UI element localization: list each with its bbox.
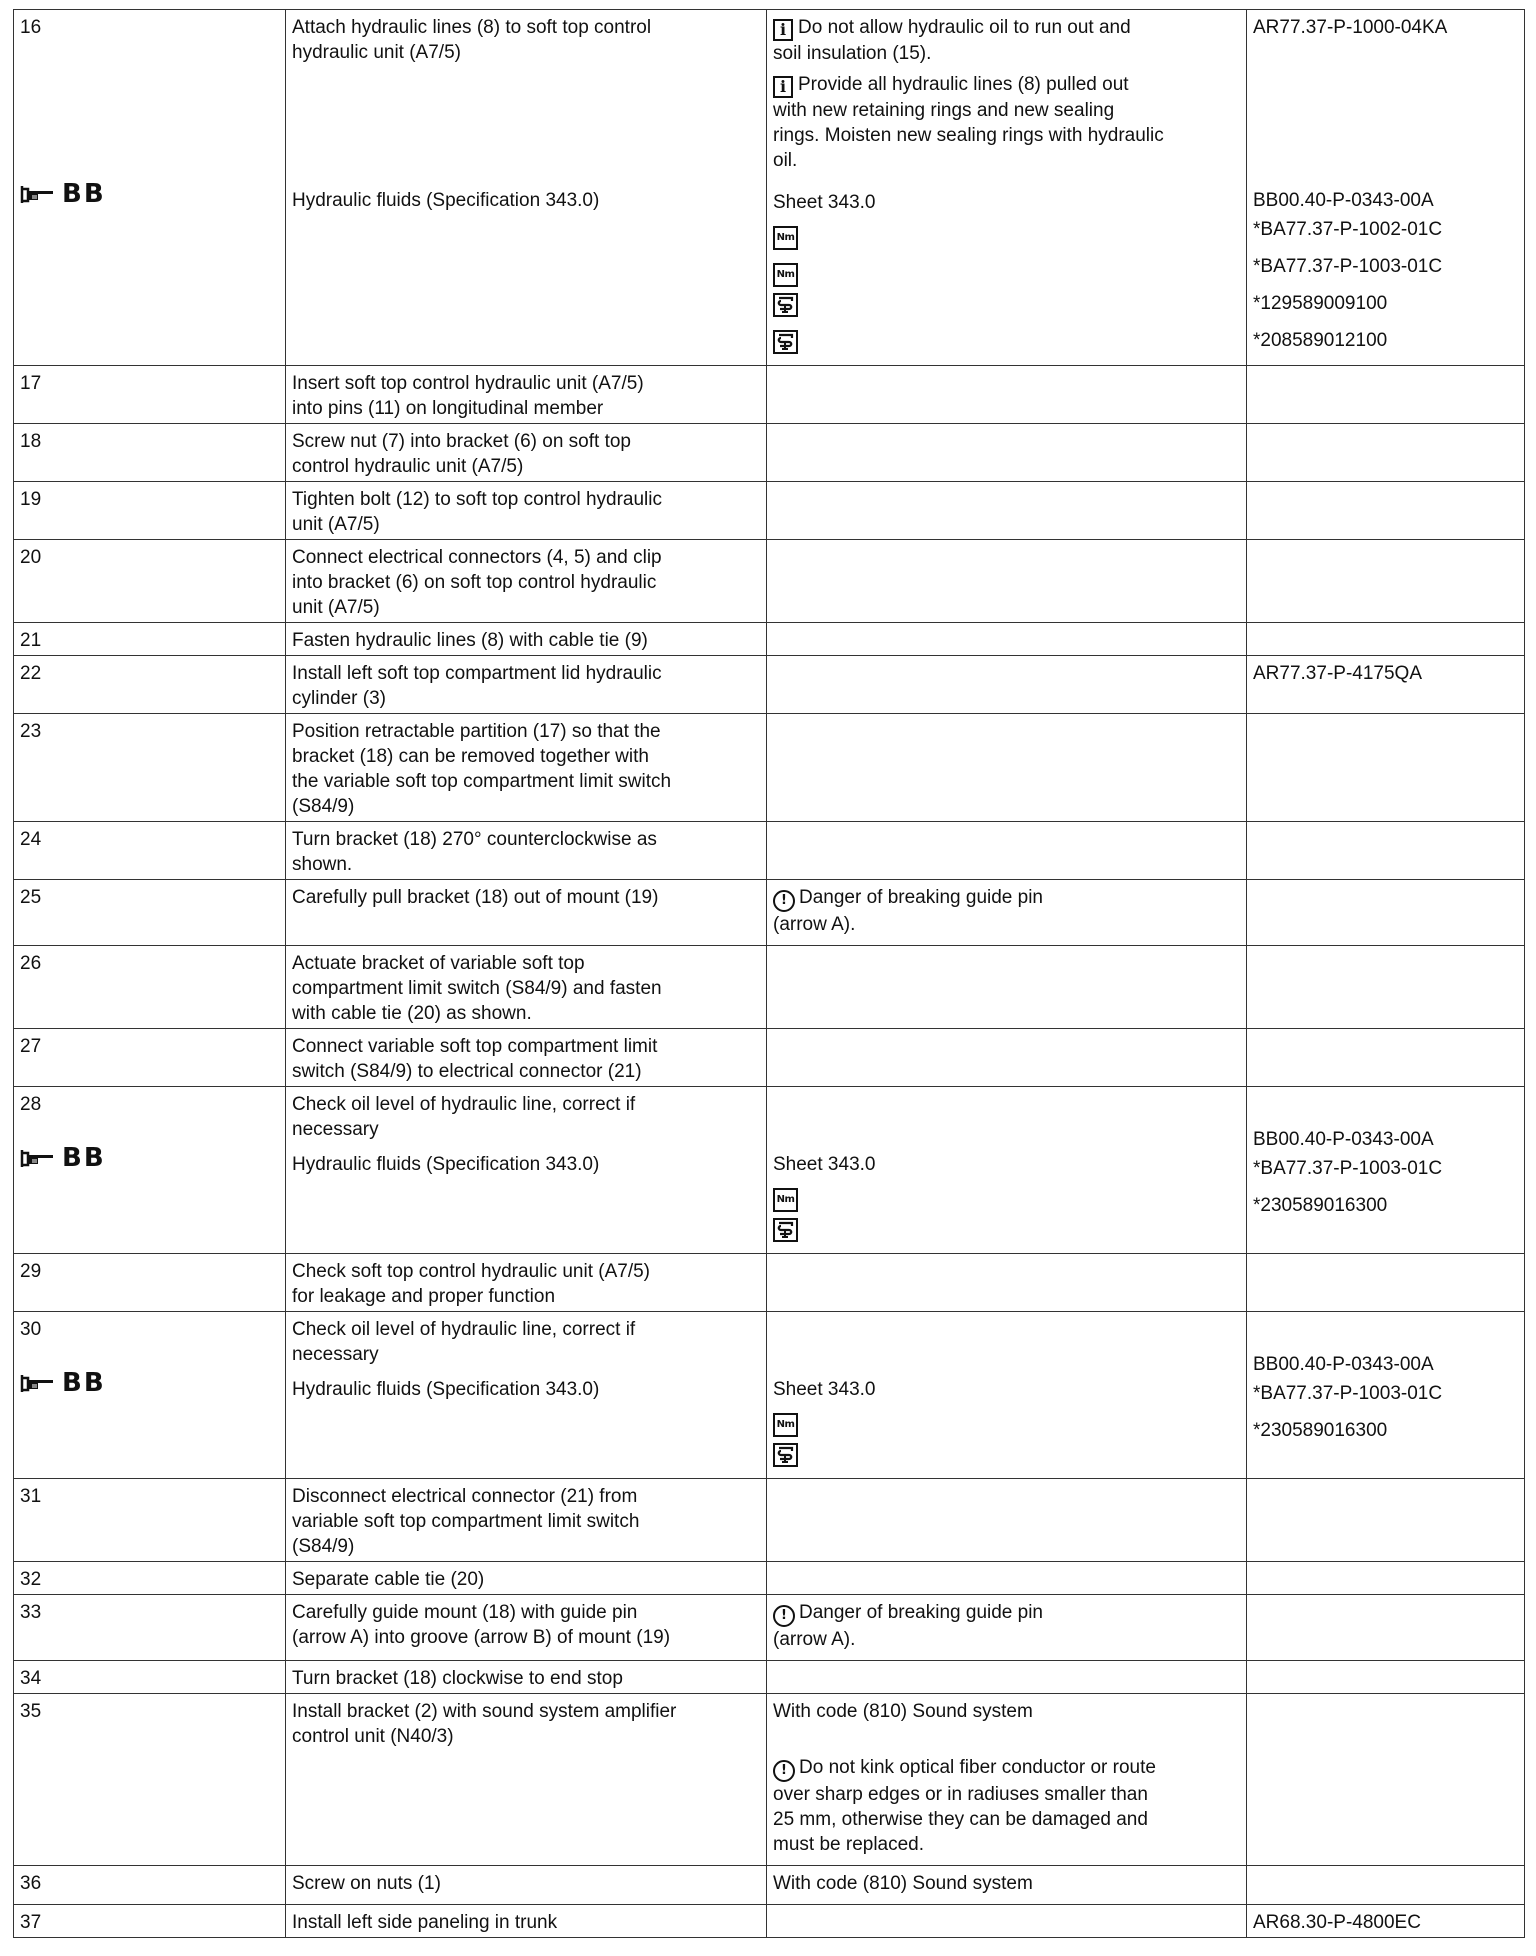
action-text: Check soft top control hydraulic unit (A7/5)	[292, 1260, 651, 1282]
action-text: cylinder (3)	[292, 687, 386, 709]
step-cell	[14, 1594, 286, 1660]
action-text: Carefully guide mount (18) with guide pin	[292, 1601, 638, 1623]
action-cell	[286, 1478, 767, 1561]
action-text: for leakage and proper function	[292, 1285, 556, 1307]
procedure-row	[14, 622, 1525, 655]
action-text: Attach hydraulic lines (8) to soft top control	[292, 17, 652, 38]
note-paragraph	[773, 1600, 1240, 1652]
action-text: Insert soft top control hydraulic unit (A7/5)	[292, 372, 644, 394]
procedure-row	[14, 1660, 1525, 1693]
reference-cell	[1247, 945, 1525, 1028]
procedure-row	[14, 1693, 1525, 1865]
note-text-line	[773, 1807, 1240, 1832]
bb-item-reference-code: *129589009100	[1253, 292, 1388, 314]
info-icon: i	[773, 76, 793, 98]
step-number: 33	[20, 1601, 42, 1623]
spacer	[1253, 1092, 1518, 1127]
reference-cell	[1247, 539, 1525, 622]
action-text: (S84/9)	[292, 1535, 355, 1557]
note-text-line	[773, 1782, 1240, 1807]
spacer	[773, 179, 1240, 190]
info-icon: i	[773, 19, 793, 41]
spacer	[20, 1342, 279, 1367]
action-text: Check oil level of hydraulic line, correct if	[292, 1318, 636, 1340]
step-number: 32	[20, 1568, 42, 1590]
sheet-reference-code: BB00.40-P-0343-00A	[1253, 1353, 1434, 1375]
notes-cell	[767, 879, 1247, 945]
note-paragraph	[773, 1699, 1240, 1724]
note-text-line	[773, 912, 1240, 937]
pointing-hand-icon	[20, 183, 56, 205]
note-text: must be replaced.	[773, 1833, 925, 1855]
step-number: 22	[20, 662, 42, 684]
bb-item-icon-line	[773, 1402, 1240, 1439]
wrench-glyph	[776, 1446, 795, 1464]
note-text-line	[773, 1600, 1240, 1627]
step-cell	[14, 879, 286, 945]
step-cell	[14, 1865, 286, 1904]
action-text: Disconnect electrical connector (21) from	[292, 1485, 638, 1507]
step-cell	[14, 1693, 286, 1865]
action-text: Turn bracket (18) clockwise to end stop	[292, 1667, 623, 1689]
notes-cell	[767, 1660, 1247, 1693]
action-text: shown.	[292, 853, 353, 875]
reference-code: AR68.30-P-4800EC	[1253, 1911, 1421, 1933]
spacer	[773, 1092, 1240, 1152]
note-text: Do not allow hydraulic oil to run out and	[798, 17, 1131, 38]
action-cell	[286, 365, 767, 423]
bb-item-icon-line	[773, 252, 1240, 289]
bb-action-text: Hydraulic fluids (Specification 343.0)	[292, 189, 600, 211]
step-number: 37	[20, 1911, 42, 1933]
note-text: With code (810) Sound system	[773, 1872, 1033, 1894]
notes-cell	[767, 1086, 1247, 1253]
special-tool-icon	[773, 330, 798, 354]
procedure-row	[14, 1561, 1525, 1594]
pointing-hand-icon	[20, 1147, 56, 1169]
bb-item-reference-code: *208589012100	[1253, 329, 1388, 351]
action-cell	[286, 1561, 767, 1594]
notes-cell	[767, 481, 1247, 539]
action-cell	[286, 622, 767, 655]
action-text: Fasten hydraulic lines (8) with cable tie (9)	[292, 629, 648, 651]
action-text: necessary	[292, 1118, 379, 1140]
action-text: (S84/9)	[292, 795, 355, 817]
step-cell	[14, 1478, 286, 1561]
action-text: necessary	[292, 1343, 379, 1365]
spacer	[773, 1730, 1240, 1755]
procedure-row	[14, 1478, 1525, 1561]
sheet-label: Sheet 343.0	[773, 1153, 876, 1175]
procedure-table-body	[14, 10, 1525, 1938]
spacer	[292, 1367, 760, 1377]
bb-item-reference-code: *230589016300	[1253, 1419, 1388, 1441]
notes-cell	[767, 10, 1247, 366]
note-text-line	[773, 1627, 1240, 1652]
reference-cell	[1247, 1865, 1525, 1904]
note-paragraph	[773, 15, 1240, 66]
notes-cell	[767, 713, 1247, 821]
action-text: variable soft top compartment limit switch	[292, 1510, 640, 1532]
bb-item-icon-line	[773, 215, 1240, 252]
action-text: Separate cable tie (20)	[292, 1568, 485, 1590]
notes-cell	[767, 1904, 1247, 1937]
step-cell	[14, 655, 286, 713]
bb-label: BB	[62, 178, 106, 209]
note-text-line	[773, 148, 1240, 173]
note-text: (arrow A).	[773, 1628, 856, 1650]
notes-cell	[767, 655, 1247, 713]
step-cell	[14, 1311, 286, 1478]
action-cell	[286, 655, 767, 713]
wrench-glyph	[776, 333, 795, 351]
note-paragraph	[773, 72, 1240, 173]
spacer	[773, 1317, 1240, 1377]
action-cell	[286, 1904, 767, 1937]
reference-cell	[1247, 365, 1525, 423]
step-number: 23	[20, 720, 42, 742]
reference-cell	[1247, 481, 1525, 539]
bb-item-reference-code: *BA77.37-P-1002-01C	[1253, 218, 1443, 240]
step-number: 26	[20, 952, 42, 974]
note-paragraph	[773, 885, 1240, 937]
reference-cell	[1247, 821, 1525, 879]
action-cell	[286, 1028, 767, 1086]
action-text: control unit (N40/3)	[292, 1725, 454, 1747]
action-text: Check oil level of hydraulic line, correct if	[292, 1093, 636, 1115]
procedure-row	[14, 1253, 1525, 1311]
procedure-row	[14, 1904, 1525, 1937]
reference-cell	[1247, 10, 1525, 366]
action-text: bracket (18) can be removed together with	[292, 745, 649, 767]
step-cell	[14, 1086, 286, 1253]
action-text: with cable tie (20) as shown.	[292, 1002, 532, 1024]
bb-item-reference-code: *BA77.37-P-1003-01C	[1253, 255, 1443, 277]
action-cell	[286, 879, 767, 945]
note-text: with new retaining rings and new sealing	[773, 100, 1115, 121]
step-cell	[14, 821, 286, 879]
torque-nm-icon: Nm	[773, 226, 798, 250]
step-cell	[14, 1904, 286, 1937]
step-number: 29	[20, 1260, 42, 1282]
note-text: (arrow A).	[773, 913, 856, 935]
procedure-row	[14, 1311, 1525, 1478]
note-text-line	[773, 1699, 1240, 1724]
note-text: oil.	[773, 150, 798, 171]
note-text: Danger of breaking guide pin	[799, 886, 1044, 908]
note-text: Danger of breaking guide pin	[799, 1601, 1044, 1623]
action-cell	[286, 945, 767, 1028]
step-number: 18	[20, 430, 42, 452]
action-text: compartment limit switch (S84/9) and fasten	[292, 977, 662, 999]
note-text: 25 mm, otherwise they can be damaged and	[773, 1808, 1148, 1830]
procedure-row	[14, 1594, 1525, 1660]
spacer	[292, 1142, 760, 1152]
reference-cell	[1247, 1028, 1525, 1086]
procedure-row	[14, 1865, 1525, 1904]
step-cell	[14, 1028, 286, 1086]
note-text: soil insulation (15).	[773, 43, 932, 64]
step-cell	[14, 622, 286, 655]
note-text-line	[773, 1755, 1240, 1782]
step-cell	[14, 713, 286, 821]
reference-cell	[1247, 879, 1525, 945]
sheet-reference-code: BB00.40-P-0343-00A	[1253, 1128, 1434, 1150]
torque-nm-icon: Nm	[773, 263, 798, 287]
procedure-row	[14, 1028, 1525, 1086]
reference-cell	[1247, 423, 1525, 481]
bb-action-text: Hydraulic fluids (Specification 343.0)	[292, 1153, 600, 1175]
action-cell	[286, 1660, 767, 1693]
action-cell	[286, 1086, 767, 1253]
reference-cell	[1247, 622, 1525, 655]
sheet-label: Sheet 343.0	[773, 1378, 876, 1400]
note-text-line	[773, 15, 1240, 41]
step-number: 19	[20, 488, 42, 510]
note-text-line	[773, 1832, 1240, 1857]
sheet-label: Sheet 343.0	[773, 191, 876, 213]
special-tool-icon	[773, 1443, 798, 1467]
note-text-line	[773, 885, 1240, 912]
spacer	[1253, 1317, 1518, 1352]
warning-icon: !	[773, 890, 795, 912]
action-cell	[286, 1693, 767, 1865]
action-text: Position retractable partition (17) so that the	[292, 720, 661, 742]
action-text: unit (A7/5)	[292, 513, 380, 535]
step-number: 35	[20, 1700, 42, 1722]
step-cell	[14, 1561, 286, 1594]
note-text-line	[773, 41, 1240, 66]
step-number: 21	[20, 629, 42, 651]
special-tool-icon	[773, 1218, 798, 1242]
reference-cell	[1247, 1253, 1525, 1311]
action-text: Actuate bracket of variable soft top	[292, 952, 585, 974]
action-text: Turn bracket (18) 270° counterclockwise as	[292, 828, 657, 850]
step-cell	[14, 423, 286, 481]
action-text: Screw nut (7) into bracket (6) on soft top	[292, 430, 631, 452]
action-cell	[286, 1253, 767, 1311]
action-cell	[286, 713, 767, 821]
action-text: unit (A7/5)	[292, 596, 380, 618]
reference-cell	[1247, 1904, 1525, 1937]
bb-marker	[20, 178, 279, 209]
step-cell	[14, 539, 286, 622]
torque-nm-icon: Nm	[773, 1413, 798, 1437]
note-text-line	[773, 72, 1240, 98]
procedure-row	[14, 655, 1525, 713]
torque-nm-icon: Nm	[773, 1188, 798, 1212]
notes-cell	[767, 423, 1247, 481]
bb-item-icon-line	[773, 289, 1240, 326]
note-text-line	[773, 98, 1240, 123]
procedure-row	[14, 1086, 1525, 1253]
warning-icon: !	[773, 1605, 795, 1627]
note-paragraph	[773, 1755, 1240, 1857]
wrench-glyph	[776, 296, 795, 314]
reference-code: AR77.37-P-1000-04KA	[1253, 17, 1448, 38]
step-number: 27	[20, 1035, 42, 1057]
notes-cell	[767, 1028, 1247, 1086]
notes-cell	[767, 1253, 1247, 1311]
notes-cell	[767, 1865, 1247, 1904]
action-cell	[286, 423, 767, 481]
bb-item-icon-line	[773, 1177, 1240, 1214]
bb-item-reference-code: *BA77.37-P-1003-01C	[1253, 1382, 1443, 1404]
note-paragraph	[773, 1871, 1240, 1896]
action-text: the variable soft top compartment limit switch	[292, 770, 672, 792]
action-text: Install left soft top compartment lid hydraulic	[292, 662, 662, 684]
bb-item-icon-line	[773, 1214, 1240, 1251]
reference-cell	[1247, 713, 1525, 821]
notes-cell	[767, 945, 1247, 1028]
notes-cell	[767, 821, 1247, 879]
action-text: Screw on nuts (1)	[292, 1872, 441, 1894]
notes-cell	[767, 365, 1247, 423]
action-text: Tighten bolt (12) to soft top control hydraulic	[292, 488, 662, 510]
action-text: Carefully pull bracket (18) out of mount (19)	[292, 886, 659, 908]
notes-cell	[767, 1561, 1247, 1594]
bb-item-icon-line	[773, 1439, 1240, 1476]
reference-cell	[1247, 1561, 1525, 1594]
action-text: Install bracket (2) with sound system amplifier	[292, 1700, 677, 1722]
procedure-row	[14, 481, 1525, 539]
step-number: 34	[20, 1667, 42, 1689]
note-text: over sharp edges or in radiuses smaller than	[773, 1783, 1148, 1805]
action-text: Connect electrical connectors (4, 5) and clip	[292, 546, 662, 568]
spacer	[20, 1117, 279, 1142]
reference-code: AR77.37-P-4175QA	[1253, 662, 1422, 684]
action-cell	[286, 481, 767, 539]
wrench-glyph	[776, 1221, 795, 1239]
step-number: 31	[20, 1485, 42, 1507]
note-text: With code (810) Sound system	[773, 1700, 1033, 1722]
note-text: rings. Moisten new sealing rings with hydraulic	[773, 125, 1164, 146]
step-cell	[14, 365, 286, 423]
action-cell	[286, 821, 767, 879]
step-cell	[14, 481, 286, 539]
procedure-table	[13, 9, 1525, 1938]
procedure-row	[14, 713, 1525, 821]
bb-item-reference-code: *230589016300	[1253, 1194, 1388, 1216]
step-cell	[14, 1660, 286, 1693]
reference-cell	[1247, 655, 1525, 713]
pointing-hand-icon	[20, 1372, 56, 1394]
spacer	[20, 40, 279, 178]
step-number: 25	[20, 886, 42, 908]
action-text: Connect variable soft top compartment limit	[292, 1035, 658, 1057]
action-text: Install left side paneling in trunk	[292, 1911, 558, 1933]
procedure-row	[14, 539, 1525, 622]
sheet-reference-code: BB00.40-P-0343-00A	[1253, 189, 1434, 211]
action-text: switch (S84/9) to electrical connector (21)	[292, 1060, 642, 1082]
bb-item-icon-line	[773, 326, 1240, 363]
action-text: (arrow A) into groove (arrow B) of mount (19)	[292, 1626, 671, 1648]
step-number: 28	[20, 1093, 42, 1115]
step-number: 16	[20, 17, 42, 38]
notes-cell	[767, 1594, 1247, 1660]
step-cell	[14, 10, 286, 366]
bb-item-reference-code: *BA77.37-P-1003-01C	[1253, 1157, 1443, 1179]
procedure-row	[14, 423, 1525, 481]
special-tool-icon	[773, 293, 798, 317]
step-number: 30	[20, 1318, 42, 1340]
reference-cell	[1247, 1660, 1525, 1693]
step-number: 24	[20, 828, 42, 850]
action-cell	[286, 1594, 767, 1660]
action-text: into bracket (6) on soft top control hydraulic	[292, 571, 657, 593]
action-text: control hydraulic unit (A7/5)	[292, 455, 524, 477]
note-text-line	[773, 123, 1240, 148]
step-number: 17	[20, 372, 42, 394]
bb-action-text: Hydraulic fluids (Specification 343.0)	[292, 1378, 600, 1400]
bb-label: BB	[62, 1142, 106, 1173]
step-cell	[14, 945, 286, 1028]
reference-cell	[1247, 1086, 1525, 1253]
bb-marker	[20, 1142, 279, 1173]
procedure-row	[14, 821, 1525, 879]
reference-cell	[1247, 1594, 1525, 1660]
notes-cell	[767, 1693, 1247, 1865]
action-cell	[286, 1311, 767, 1478]
notes-cell	[767, 1311, 1247, 1478]
action-text: hydraulic unit (A7/5)	[292, 42, 461, 63]
action-cell	[286, 539, 767, 622]
bb-marker	[20, 1367, 279, 1398]
step-number: 36	[20, 1872, 42, 1894]
note-text: Do not kink optical fiber conductor or route	[799, 1756, 1156, 1778]
spacer	[1253, 40, 1518, 188]
notes-cell	[767, 539, 1247, 622]
note-text: Provide all hydraulic lines (8) pulled out	[798, 74, 1129, 95]
action-text: into pins (11) on longitudinal member	[292, 397, 604, 419]
action-cell	[286, 1865, 767, 1904]
spacer	[292, 65, 760, 188]
reference-cell	[1247, 1478, 1525, 1561]
step-number: 20	[20, 546, 42, 568]
step-cell	[14, 1253, 286, 1311]
action-cell	[286, 10, 767, 366]
note-text-line	[773, 1871, 1240, 1896]
notes-cell	[767, 622, 1247, 655]
procedure-row	[14, 945, 1525, 1028]
procedure-row	[14, 879, 1525, 945]
procedure-row	[14, 365, 1525, 423]
reference-cell	[1247, 1693, 1525, 1865]
warning-icon: !	[773, 1760, 795, 1782]
notes-cell	[767, 1478, 1247, 1561]
procedure-row	[14, 10, 1525, 366]
reference-cell	[1247, 1311, 1525, 1478]
bb-label: BB	[62, 1367, 106, 1398]
